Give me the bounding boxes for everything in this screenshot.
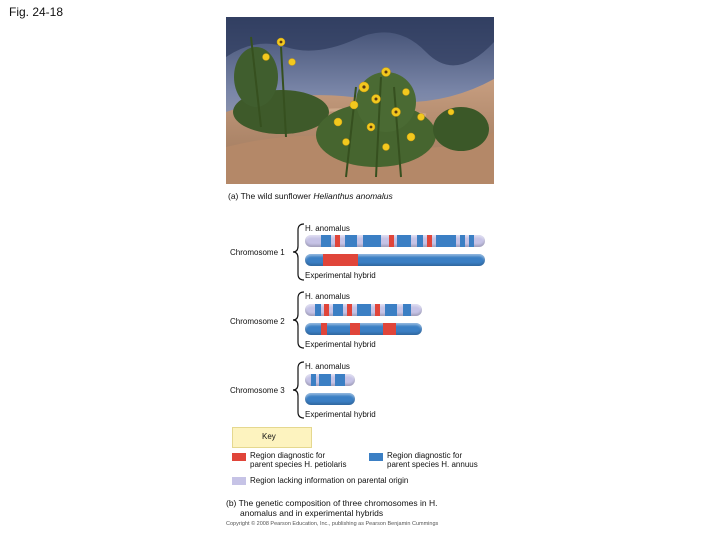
annuus-region bbox=[417, 235, 423, 247]
annuus-region bbox=[357, 304, 371, 316]
annuus-region bbox=[397, 235, 411, 247]
annuus-key-label: Region diagnostic for parent species H. annuus bbox=[387, 451, 478, 469]
petiolaris-key-label: Region diagnostic for parent species H. petiolaris bbox=[250, 451, 347, 469]
petiolaris-region bbox=[350, 323, 360, 335]
annuus-region bbox=[335, 374, 345, 386]
chromosome-2-label: Chromosome 2 bbox=[230, 317, 285, 326]
petiolaris-region bbox=[335, 235, 340, 247]
annuus-region bbox=[460, 235, 465, 247]
chromosome-2-brace bbox=[290, 290, 308, 350]
annuus-region bbox=[403, 304, 411, 316]
annuus-region bbox=[311, 374, 316, 386]
chromosome-1-label: Chromosome 1 bbox=[230, 248, 285, 257]
sunflower-photo bbox=[226, 17, 494, 184]
petiolaris-region bbox=[389, 235, 394, 247]
chromosome-3-brace bbox=[290, 360, 308, 420]
panel-b-caption: (b) The genetic composition of three chromosomes in H. anomalus and in experimental hybrids bbox=[226, 498, 438, 518]
chromosome-2-anomalus-label: H. anomalus bbox=[305, 292, 350, 301]
chromosome-1-anomalus-label: H. anomalus bbox=[305, 224, 350, 233]
panel-a-caption bbox=[228, 191, 393, 201]
panel-a-caption-species: Helianthus anomalus bbox=[313, 191, 393, 201]
petiolaris-region bbox=[383, 323, 396, 335]
annuus-region bbox=[319, 374, 331, 386]
annuus-swatch bbox=[369, 453, 383, 461]
petiolaris-region bbox=[427, 235, 432, 247]
panel-a-caption-prefix: (a) The wild sunflower bbox=[228, 191, 311, 201]
chromosome-3-anomalus bbox=[305, 374, 355, 386]
figure-label: Fig. 24-18 bbox=[9, 5, 64, 19]
chromosome-1-hybrid bbox=[305, 254, 485, 266]
chromosome-2-hybrid-label: Experimental hybrid bbox=[305, 340, 376, 349]
petiolaris-region bbox=[321, 323, 327, 335]
key-title: Key bbox=[262, 432, 276, 441]
annuus-region bbox=[345, 235, 357, 247]
petiolaris-region bbox=[347, 304, 352, 316]
chromosome-3-anomalus-label: H. anomalus bbox=[305, 362, 350, 371]
chromosome-2-hybrid bbox=[305, 323, 422, 335]
annuus-region bbox=[315, 304, 321, 316]
petiolaris-swatch bbox=[232, 453, 246, 461]
sunflower-photo-graphic bbox=[226, 17, 494, 184]
annuus-region bbox=[436, 235, 456, 247]
unknown-origin-key-label: Region lacking information on parental origin bbox=[250, 476, 409, 485]
petiolaris-region bbox=[323, 254, 358, 266]
chromosome-3-label: Chromosome 3 bbox=[230, 386, 285, 395]
chromosome-3-hybrid-label: Experimental hybrid bbox=[305, 410, 376, 419]
chromosome-3-hybrid bbox=[305, 393, 355, 405]
annuus-region bbox=[469, 235, 474, 247]
unknown-origin-swatch bbox=[232, 477, 246, 485]
annuus-region bbox=[363, 235, 381, 247]
annuus-region bbox=[333, 304, 343, 316]
chromosome-2-anomalus bbox=[305, 304, 422, 316]
copyright-notice: Copyright © 2008 Pearson Education, Inc., publishing as Pearson Benjamin Cummings bbox=[226, 521, 439, 527]
chromosome-1-hybrid-label: Experimental hybrid bbox=[305, 271, 376, 280]
annuus-region bbox=[385, 304, 397, 316]
chromosome-1-anomalus bbox=[305, 235, 485, 247]
chromosome-1-brace bbox=[290, 222, 308, 282]
petiolaris-region bbox=[375, 304, 380, 316]
petiolaris-region bbox=[324, 304, 329, 316]
annuus-region bbox=[321, 235, 331, 247]
